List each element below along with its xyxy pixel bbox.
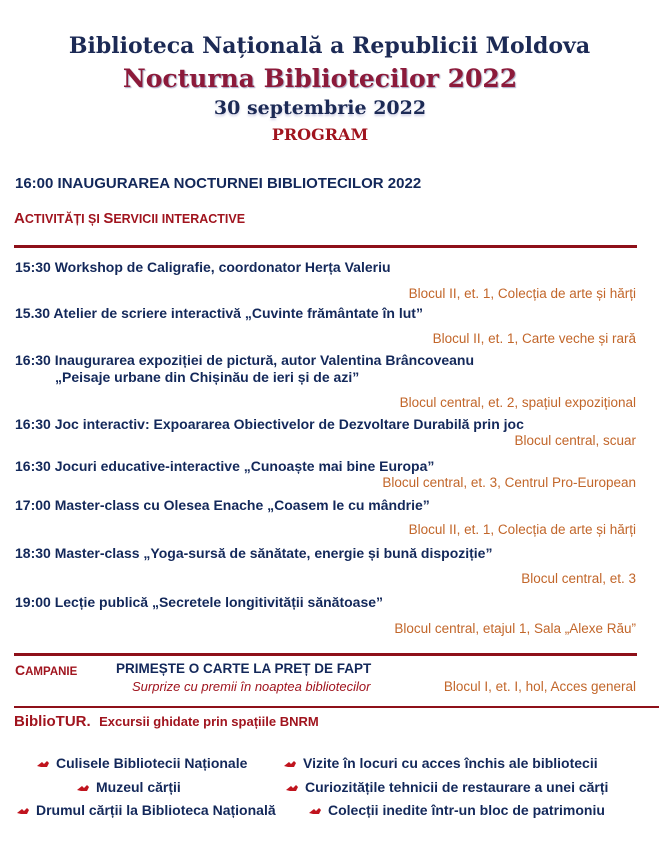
tour-item-label: Curiozitățile tehnicii de restaurare a unei cărți xyxy=(305,779,609,795)
activity-title: 16:30 Jocuri educative-interactive „Cunoaște mai bine Europa” xyxy=(15,458,435,474)
activity-location: Blocul II, et. 1, Colecția de arte și hărți xyxy=(408,522,636,537)
tour-item-label: Vizite în locuri cu acces închis ale bibliotecii xyxy=(303,755,598,771)
tour-item-label: Drumul cărții la Biblioteca Națională xyxy=(36,802,276,818)
divider xyxy=(14,706,659,708)
campaign-location: Blocul I, et. I, hol, Acces general xyxy=(443,679,636,694)
program-label: PROGRAM xyxy=(271,125,369,144)
activity-location: Blocul II, et. 1, Colecția de arte și hărți xyxy=(408,286,636,301)
hand-bullet-icon xyxy=(76,783,90,793)
activity-location: Blocul central, scuar xyxy=(514,433,636,448)
event-title: Nocturna Bibliotecilor 2022 xyxy=(122,64,518,93)
section-heading-part: S xyxy=(103,210,114,227)
hand-bullet-icon xyxy=(308,806,322,816)
opening-line: 16:00 INAUGURAREA NOCTURNEI BIBLIOTECILOR 2022 xyxy=(15,175,422,192)
tour-item xyxy=(36,755,247,771)
campaign-title: PRIMEȘTE O CARTE LA PREȚ DE FAPT xyxy=(116,661,372,676)
activity-title: 18:30 Master-class „Yoga-sursă de sănătate, energie și bună dispoziție” xyxy=(15,545,493,561)
campaign-label-part: AMPANIE xyxy=(25,666,78,678)
section-heading-part: CTIVITĂȚI ȘI xyxy=(24,212,104,226)
activity-location: Blocul central, et. 2, spațiul expozițional xyxy=(399,395,636,410)
tour-heading xyxy=(14,713,319,731)
tour-item xyxy=(283,755,598,771)
tour-item-label: Colecții inedite într-un bloc de patrimoniu xyxy=(328,802,605,818)
tour-label: BiblioTUR. xyxy=(14,713,91,730)
tour-item-label: Muzeul cărții xyxy=(96,779,181,795)
tour-item xyxy=(308,802,605,818)
hand-bullet-icon xyxy=(283,759,297,769)
activity-title: 16:30 Joc interactiv: Expoararea Obiectivelor de Dezvoltare Durabilă prin joc xyxy=(15,416,524,432)
activity-location: Blocul central, et. 3 xyxy=(521,571,636,586)
tour-item-label: Culisele Bibliotecii Naționale xyxy=(56,755,248,771)
hand-bullet-icon xyxy=(36,759,50,769)
activity-location: Blocul central, et. 3, Centrul Pro-European xyxy=(382,475,636,490)
institution-title: Biblioteca Națională a Republicii Moldova xyxy=(68,33,591,59)
activity-subtitle: „Peisaje urbane din Chișinău de ieri și de azi” xyxy=(55,369,360,385)
section-heading-part: A xyxy=(14,210,25,227)
activity-title: 19:00 Lecție publică „Secretele longitivității sănătoase” xyxy=(15,594,384,610)
event-date: 30 septembrie 2022 xyxy=(213,97,427,119)
hand-bullet-icon xyxy=(285,783,299,793)
activity-title: 15:30 Workshop de Caligrafie, coordonator Herța Valeriu xyxy=(15,259,391,275)
tour-description: Excursii ghidate prin spațiile BNRM xyxy=(99,714,319,729)
tour-item xyxy=(16,802,276,818)
campaign-label-part: C xyxy=(15,662,26,678)
section-heading-part: ERVICII INTERACTIVE xyxy=(113,212,246,226)
campaign-subtitle: Surprize cu premii în noaptea bibliotecilor xyxy=(132,679,371,694)
divider xyxy=(14,653,637,656)
section-heading xyxy=(14,210,245,228)
activity-title: 15.30 Atelier de scriere interactivă „Cuvinte frământate în lut” xyxy=(15,305,423,321)
activity-title: 16:30 Inaugurarea expoziției de pictură, autor Valentina Brâncoveanu xyxy=(15,352,475,368)
campaign-label xyxy=(15,662,77,680)
tour-item xyxy=(76,779,181,795)
activity-location: Blocul II, et. 1, Carte veche și rară xyxy=(432,331,636,346)
divider xyxy=(14,245,637,248)
activity-location: Blocul central, etajul 1, Sala „Alexe Rău” xyxy=(394,621,636,636)
hand-bullet-icon xyxy=(16,806,30,816)
activity-title: 17:00 Master-class cu Olesea Enache „Coasem Ie cu mândrie” xyxy=(15,497,430,513)
tour-item xyxy=(285,779,608,795)
